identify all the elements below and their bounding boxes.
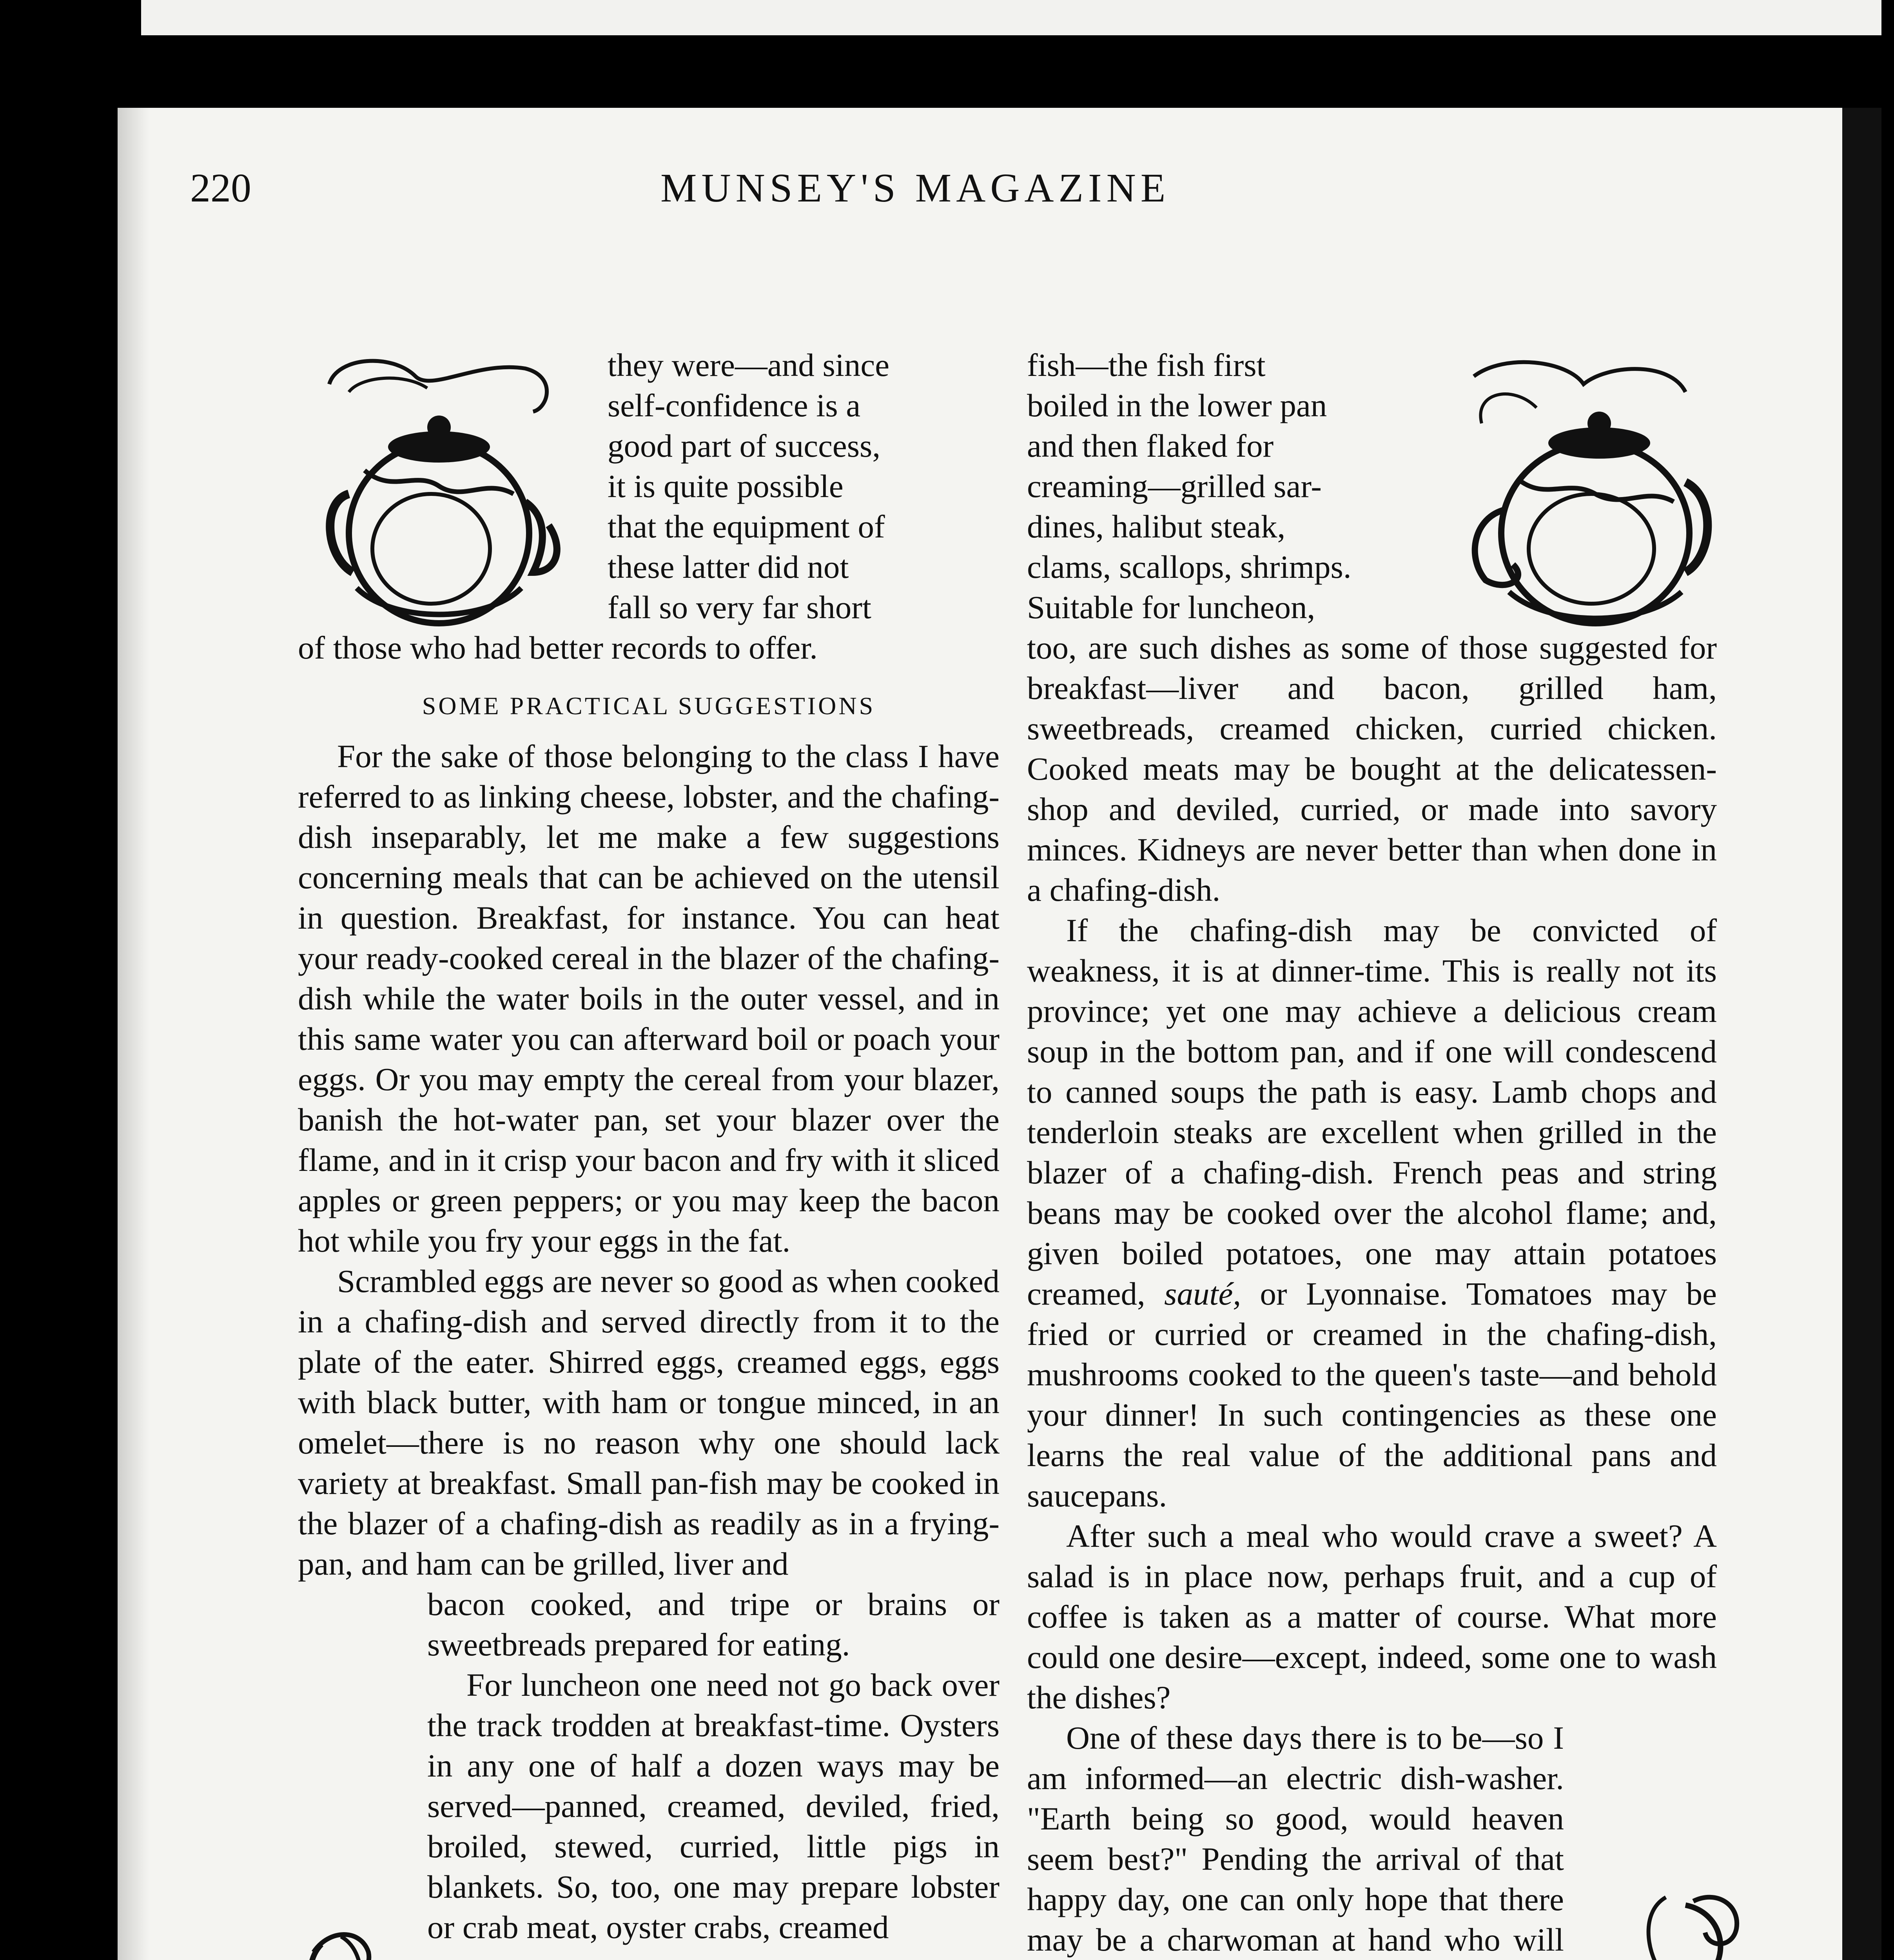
italic-term: sauté, <box>1164 1276 1241 1312</box>
intro-line: and then flaked for <box>1027 428 1274 464</box>
right-narrow-wrap <box>1027 1718 1564 1960</box>
paragraph-text: or Lyonnaise. Tomatoes may be fried or curried or creamed in the chafing-dish, mushrooms cooked to the queen's taste—and behold your dinner! In such contingencies as these one learns the real value of the additional pans and saucepans. <box>1027 1276 1717 1514</box>
intro-line: that the equipment of <box>608 508 885 544</box>
intro-line: self-confidence is a <box>608 387 861 423</box>
body-paragraph <box>1027 910 1717 1516</box>
body-paragraph: After such a meal who would crave a sweet? A salad is in place now, perhaps fruit, and a cup of coffee is taken as a matter of course. What more could one desire—except, indeed, some one to wash the dishes? <box>1027 1518 1717 1715</box>
section-heading: SOME PRACTICAL SUGGESTIONS <box>422 692 876 720</box>
intro-line: Suitable for luncheon, <box>1027 589 1315 625</box>
page-number: 220 <box>190 165 251 211</box>
left-narrow-wrap <box>427 1584 1000 1947</box>
intro-tail: too, are such dishes as some of those suggested for breakfast—liver and bacon, grilled ham, sweetbreads, creamed chicken, curried chicken. Cooked meats may be bought at the delicatessen-shop and deviled, curried, or made into savory minces. Kidneys are never better than when done in a chafing-dish. <box>1027 630 1717 908</box>
intro-line: fall so very far short <box>608 589 871 625</box>
right-column <box>1027 345 1717 1960</box>
intro-line: fish—the fish first <box>1027 347 1266 383</box>
intro-line: boiled in the lower pan <box>1027 387 1327 423</box>
intro-line: creaming—grilled sar- <box>1027 468 1322 504</box>
scan-border <box>1842 108 1881 1960</box>
previous-page-edge <box>141 0 1881 35</box>
vine-ornament-right <box>1607 1882 1756 1960</box>
body-paragraph: One of these days there is to be—so I am informed—an electric dish-washer. "Earth being so good, would heaven seem best?" Pending the arrival of that happy day, one can only hope that there may be a charwoman at hand who will <box>1027 1720 1564 1958</box>
body-paragraph: bacon cooked, and tripe or brains or sweetbreads prepared for eating. <box>427 1586 1000 1662</box>
page-gutter-shadow <box>118 108 149 1960</box>
intro-line: it is quite possible <box>608 468 844 504</box>
left-column <box>298 345 1000 1947</box>
left-intro-wrap <box>608 345 1000 628</box>
body-paragraph: For the sake of those belonging to the class I have referred to as linking cheese, lobster, and the chafing-dish inseparably, let me make a few suggestions concerning meals that can be achieved on the utensil in question. Breakfast, for instance. You can heat your ready-cooked cereal in the blazer of the chafing-dish while the water boils in the outer vessel, and in this same water you can afterward boil or poach your eggs. Or you may empty the cereal from your blazer, banish the hot-water pan, set your blazer over the flame, and in it crisp your bacon and fry with it sliced apples or green peppers; or you may keep the bacon hot while you fry your eggs in the fat. <box>298 738 1000 1259</box>
vine-ornament-left <box>290 1921 455 1960</box>
body-paragraph: For luncheon one need not go back over the track trodden at breakfast-time. Oysters in any one of half a dozen ways may be served—panned, creamed, deviled, fried, broiled, stewed, curried, little pigs in blankets. So, too, one may prepare lobster or crab meat, oyster crabs, creamed <box>427 1667 1000 1945</box>
body-paragraph: Scrambled eggs are never so good as when cooked in a chafing-dish and served directly from it to the plate of the eater. Shirred eggs, creamed eggs, eggs with black butter, with ham or tongue minced, in an omelet—there is no reason why one should lack variety at breakfast. Small pan-fish may be cooked in the blazer of a chafing-dish as readily as in a frying-pan, and ham can be grilled, liver and <box>298 1263 1000 1582</box>
intro-line: clams, scallops, shrimps. <box>1027 549 1352 585</box>
intro-line: these latter did not <box>608 549 849 585</box>
intro-line: dines, halibut steak, <box>1027 508 1286 544</box>
right-intro-wrap <box>1027 345 1427 628</box>
paragraph-text: If the chafing-dish may be convicted of weakness, it is at dinner-time. This is really not its province; yet one may achieve a delicious cream soup in the bottom pan, and if one will condescend to canned soups the path is easy. Lamb chops and tenderloin steaks are excellent when grilled in the blazer of a chafing-dish. French peas and string beans may be cooked over the alcohol flame; and, given boiled potatoes, one may attain potatoes creamed, <box>1027 912 1717 1312</box>
intro-line: good part of success, <box>608 428 881 464</box>
running-head: MUNSEY'S MAGAZINE <box>660 165 1170 211</box>
intro-tail: of those who had better records to offer. <box>298 630 818 666</box>
intro-line: they were—and since <box>608 347 890 383</box>
